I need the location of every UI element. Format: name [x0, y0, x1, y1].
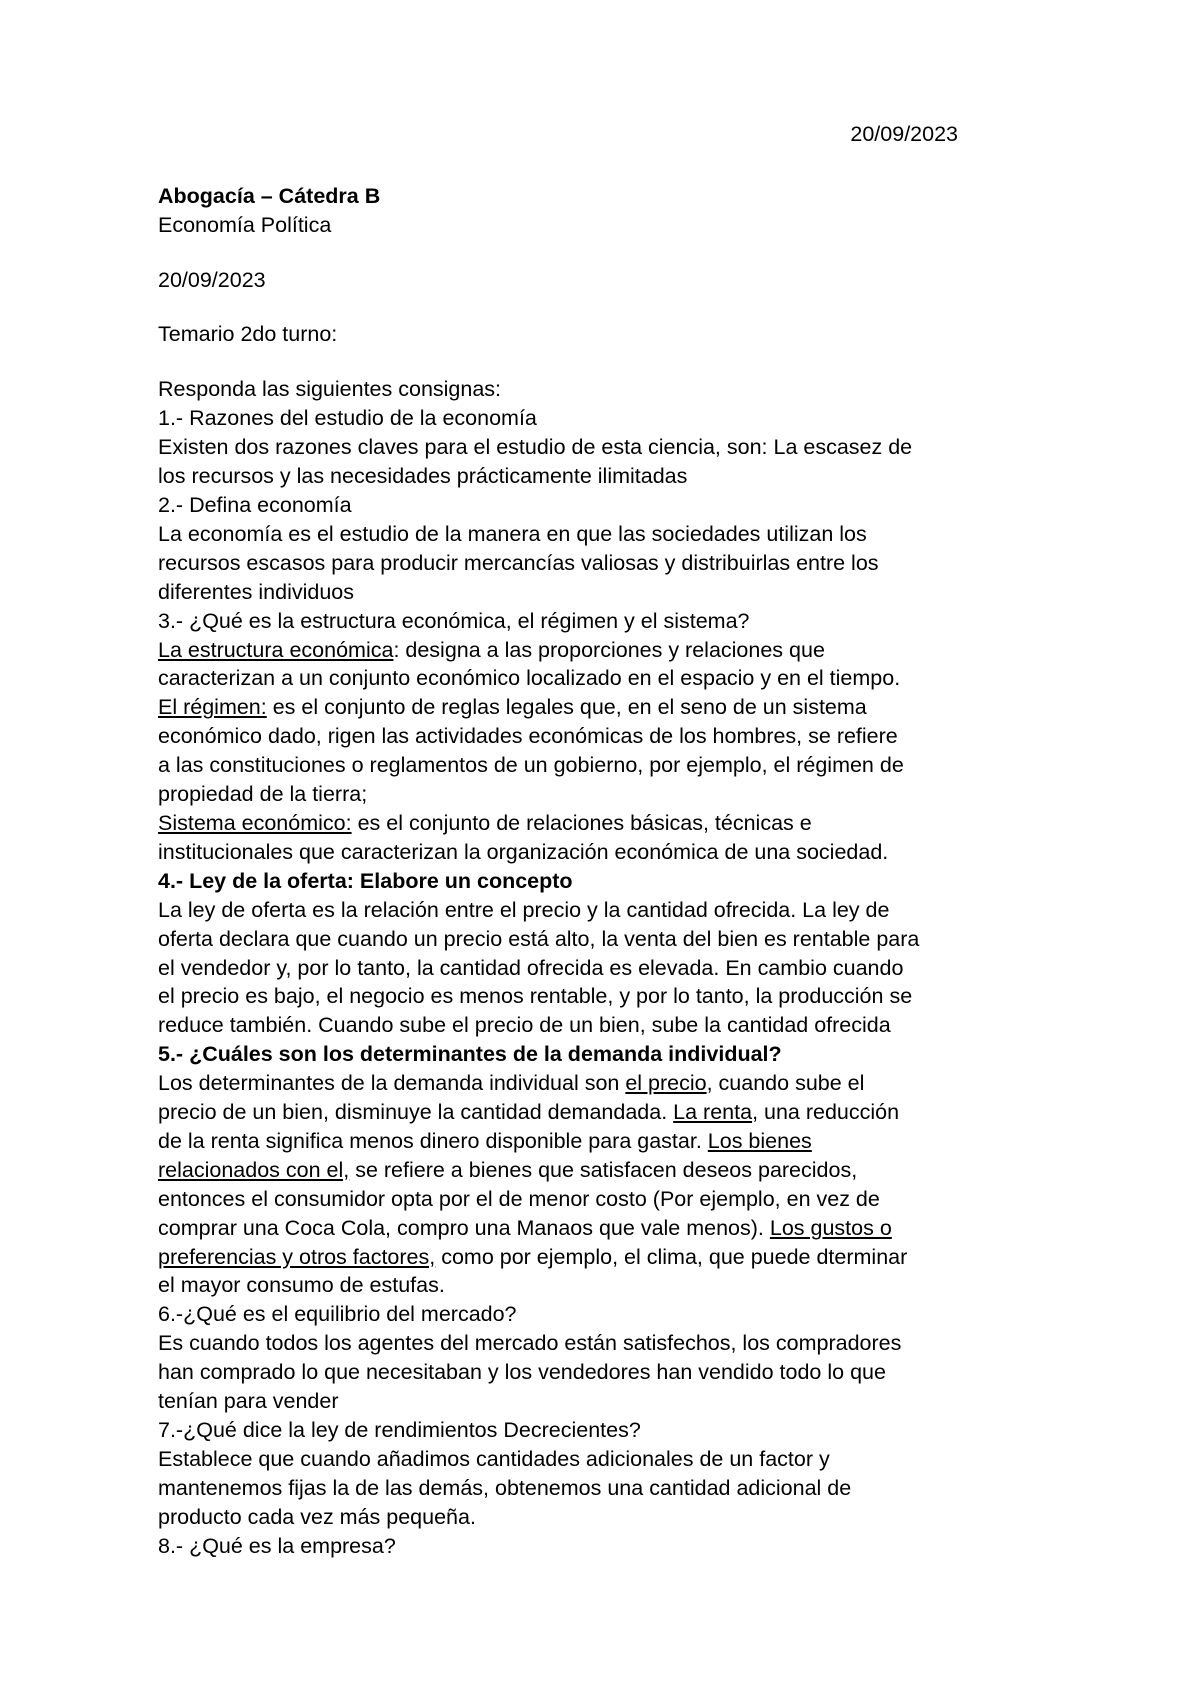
answer-4-line-1: La ley de oferta es la relación entre el precio y la cantidad ofrecida. La ley de	[158, 897, 890, 922]
answer-5-line-6	[158, 1214, 958, 1243]
answer-5-line-7-b: como por ejemplo, el clima, que puede dterminar	[435, 1244, 908, 1269]
answer-6-line-2: han comprado lo que necesitaban y los vendedores han vendido todo lo que	[158, 1360, 886, 1385]
answer-3-term-1-line	[158, 636, 958, 665]
answer-5-line-1	[158, 1069, 958, 1098]
answer-2-line-2: recursos escasos para producir mercancías valiosas y distribuirlas entre los	[158, 550, 879, 575]
answer-3-term-1-cont: caracterizan a un conjunto económico localizado en el espacio y en el tiempo.	[158, 666, 901, 691]
question-4-heading: 4.- Ley de la oferta: Elabore un concepto	[158, 868, 573, 893]
term-los-bienes: Los bienes	[707, 1128, 812, 1153]
answer-7-line-2: mantenemos fijas la de las demás, obtenemos una cantidad adicional de	[158, 1475, 852, 1500]
answer-5-line-8: el mayor consumo de estufas.	[158, 1273, 445, 1298]
question-5-heading: 5.- ¿Cuáles son los determinantes de la demanda individual?	[158, 1042, 782, 1067]
answer-4-line-2: oferta declara que cuando un precio está alto, la venta del bien es rentable para	[158, 926, 920, 951]
answer-1-line-1: Existen dos razones claves para el estudio de esta ciencia, son: La escasez de	[158, 435, 913, 460]
answer-5-line-2	[158, 1098, 958, 1127]
answer-5-line-5: entonces el consumidor opta por el de menor costo (Por ejemplo, en vez de	[158, 1186, 880, 1211]
term-estructura-economica: La estructura económica	[158, 637, 394, 662]
answer-5-line-3-a: de la renta significa menos dinero disponible para gastar.	[158, 1128, 708, 1153]
question-7-heading: 7.-¿Qué dice la ley de rendimientos Decrecientes?	[158, 1418, 641, 1442]
answer-5-line-4	[158, 1156, 958, 1185]
course-title-line2: Economía Política	[158, 212, 332, 237]
term-sistema-economico: Sistema económico:	[158, 810, 352, 835]
answer-3-term-2-cont-1: económico dado, rigen las actividades económicas de los hombres, se refiere	[158, 724, 898, 749]
term-relacionados-con-el: relacionados con el,	[158, 1157, 350, 1182]
answer-3-term-3-cont: institucionales que caracterizan la organización económica de una sociedad.	[158, 839, 889, 864]
term-la-renta: La renta	[673, 1100, 753, 1125]
term-preferencias-y-otros-factores: preferencias y otros factores,	[158, 1244, 436, 1269]
question-3-heading: 3.- ¿Qué es la estructura económica, el régimen y el sistema?	[158, 608, 750, 633]
answer-4-line-3: el vendedor y, por lo tanto, la cantidad ofrecida es elevada. En cambio cuando	[158, 955, 904, 980]
answer-5-line-1-a: Los determinantes de la demanda individual son	[158, 1071, 626, 1096]
answer-5-line-4-b: se refiere a bienes que satisfacen deseos parecidos,	[349, 1157, 858, 1182]
course-title-line1: Abogacía – Cátedra B	[158, 184, 381, 209]
answer-5-line-1-b: , cuando sube el	[706, 1071, 865, 1096]
answer-7-line-1: Establece que cuando añadimos cantidades adicionales de un factor y	[158, 1446, 830, 1471]
temario-label: Temario 2do turno:	[158, 322, 338, 347]
answer-2-line-1: La economía es el estudio de la manera en que las sociedades utilizan los	[158, 521, 867, 546]
answer-5-line-6-a: comprar una Coca Cola, compro una Manaos que vale menos).	[158, 1215, 770, 1240]
questions-body	[158, 375, 958, 1560]
term-los-gustos: Los gustos o	[769, 1215, 892, 1240]
answer-5-line-3	[158, 1127, 958, 1156]
term-regimen: El régimen:	[158, 695, 267, 720]
answer-4-line-4: el precio es bajo, el negocio es menos rentable, y por lo tanto, la producción se	[158, 984, 913, 1009]
answer-1-line-2: los recursos y las necesidades prácticamente ilimitadas	[158, 464, 688, 489]
answer-3-term-3-line	[158, 809, 958, 838]
question-1-heading: 1.- Razones del estudio de la economía	[158, 406, 537, 431]
document-date: 20/09/2023	[158, 267, 266, 292]
answer-3-term-3-text: es el conjunto de relaciones básicas, técnicas e	[351, 810, 812, 835]
document-content	[158, 120, 958, 1561]
answer-5-line-2-b: , una reducción	[752, 1100, 900, 1125]
course-title	[158, 182, 958, 239]
instruction-line: Responda las siguientes consignas:	[158, 377, 502, 402]
answer-6-line-3: tenían para vender	[158, 1389, 339, 1414]
answer-3-term-1-text: : designa a las proporciones y relaciones que	[393, 637, 825, 662]
answer-5-line-7	[158, 1243, 958, 1272]
answer-3-term-2-cont-2: a las constituciones o reglamentos de un gobierno, por ejemplo, el régimen de	[158, 753, 904, 778]
header-date: 20/09/2023	[850, 122, 958, 146]
answer-5-line-2-a: precio de un bien, disminuye la cantidad demandada.	[158, 1100, 674, 1125]
question-6-heading: 6.-¿Qué es el equilibrio del mercado?	[158, 1302, 517, 1327]
answer-3-term-2-line	[158, 693, 958, 722]
answer-3-term-2-text: es el conjunto de reglas legales que, en el seno de un sistema	[266, 695, 867, 720]
term-el-precio: el precio	[625, 1071, 707, 1096]
answer-7-line-3: producto cada vez más pequeña.	[158, 1504, 476, 1529]
answer-6-line-1: Es cuando todos los agentes del mercado están satisfechos, los compradores	[158, 1331, 902, 1356]
question-8-heading: 8.- ¿Qué es la empresa?	[158, 1533, 396, 1558]
answer-3-term-2-cont-3: propiedad de la tierra;	[158, 782, 368, 807]
question-2-heading: 2.- Defina economía	[158, 493, 352, 517]
answer-4-line-5: reduce también. Cuando sube el precio de un bien, sube la cantidad ofrecida	[158, 1013, 891, 1038]
answer-2-line-3: diferentes individuos	[158, 579, 355, 604]
